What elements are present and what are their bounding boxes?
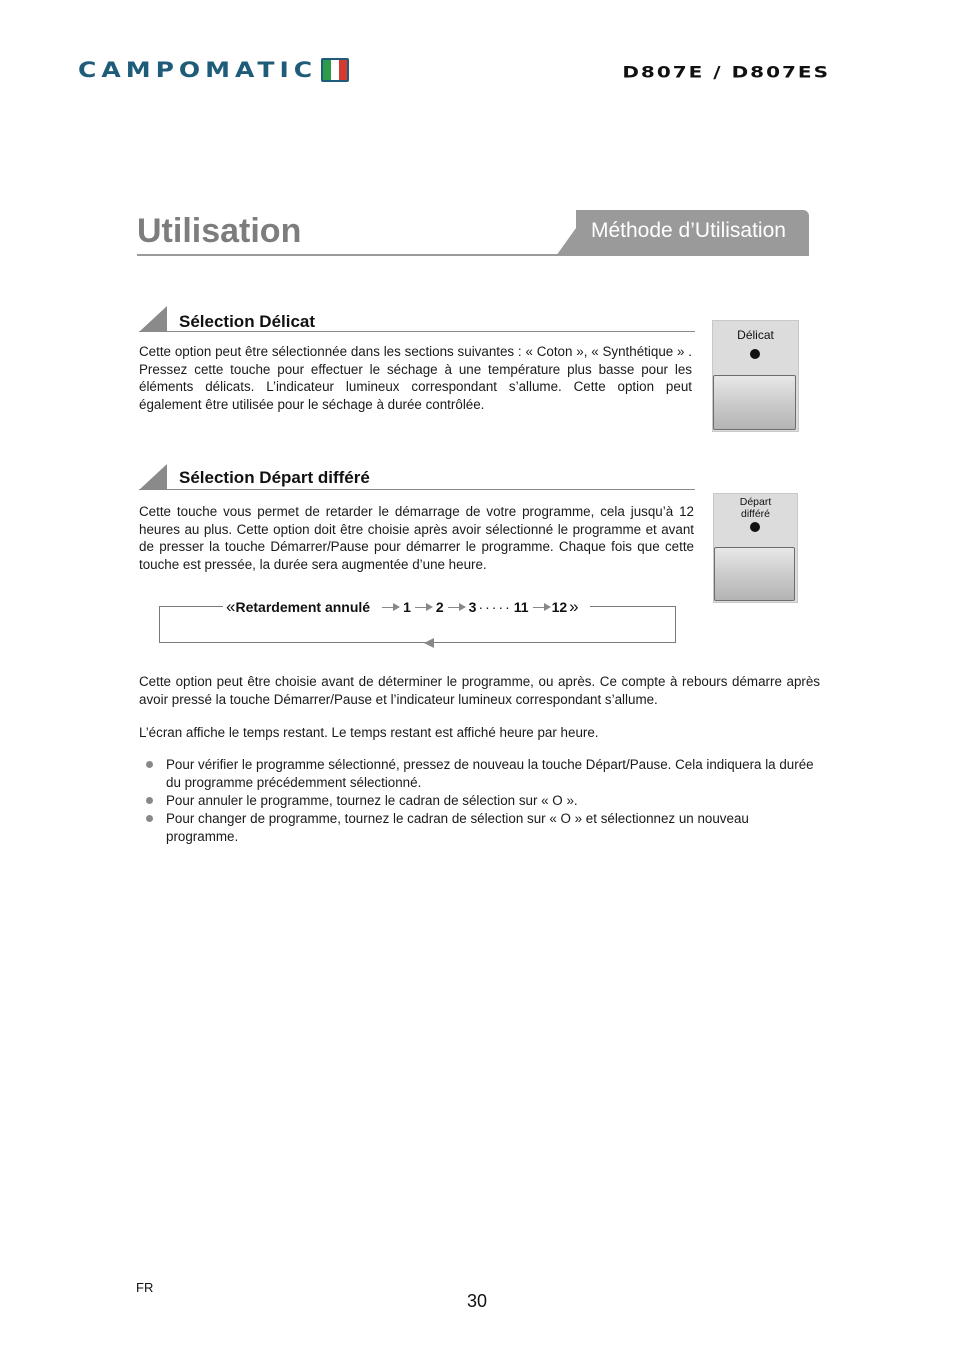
method-tab-label: Méthode d’Utilisation <box>591 219 786 242</box>
section-marker-icon <box>139 464 167 490</box>
delicat-button-panel <box>712 320 799 432</box>
notes-paragraph-2: L’écran affiche le temps restant. Le temps restant est affiché heure par heure. <box>139 725 599 740</box>
page-title: Utilisation <box>137 212 302 250</box>
depart-button[interactable] <box>714 547 795 601</box>
sequence-dots: ····· <box>478 599 512 615</box>
arrow-right-icon <box>415 607 427 608</box>
bullet-icon <box>146 761 153 768</box>
delicat-button[interactable] <box>713 375 796 430</box>
section-divider <box>139 331 695 332</box>
brand-name: CAMPOMATIC <box>78 57 318 82</box>
list-item-text: Pour vérifier le programme sélectionné, pressez de nouveau la touche Départ/Pause. Cela indiquera la durée du programme précédemment sélectionné. <box>166 757 814 790</box>
indicator-light-icon <box>750 349 760 359</box>
delicat-button-label: Délicat <box>737 328 774 342</box>
list-item <box>146 792 820 810</box>
arrow-right-icon <box>382 607 394 608</box>
list-item <box>146 756 820 792</box>
section-body-depart: Cette touche vous permet de retarder le démarrage de votre programme, cela jusqu’à 12 heures au plus. Cette option doit être choisie après avoir sélectionné le programme et avant de presser la touche Démarrer/Pause pour démarrer le programme. Chaque fois que cette touche est pressée, la durée sera augmentée d’une heure. <box>139 504 694 572</box>
sequence-line-right <box>590 606 675 607</box>
section-heading-delicat: Sélection Délicat <box>179 312 316 331</box>
depart-button-panel <box>713 493 798 603</box>
open-quote: « <box>226 597 236 616</box>
brand-logo <box>78 58 349 82</box>
indicator-light-icon <box>750 522 760 532</box>
language-code: FR <box>136 1280 154 1295</box>
list-item-text: Pour annuler le programme, tournez le cadran de sélection sur « O ». <box>166 793 578 808</box>
sequence-line-left <box>159 606 223 607</box>
sequence-step-12: 12 <box>551 599 568 615</box>
close-quote: » <box>569 597 579 616</box>
model-number: D807E / D807ES <box>622 62 830 82</box>
section-body-delicat: Cette option peut être sélectionnée dans les sections suivantes : « Coton », « Synthétique » . Pressez cette touche pour effectuer le séchage à une température plus basse pour les éléments délicats. L’indicateur lumineux correspondant s’allume. Cette option peut également être utilisée pour le séchage à durée contrôlée. <box>139 344 692 412</box>
section-marker-icon <box>139 306 167 332</box>
bullet-icon <box>146 797 153 804</box>
arrow-right-icon <box>533 607 545 608</box>
section-divider <box>139 489 695 490</box>
sequence-step-2: 2 <box>435 599 444 615</box>
sequence-step-1: 1 <box>403 599 411 615</box>
bullet-icon <box>146 815 153 822</box>
depart-button-label-2: différé <box>741 508 770 520</box>
section-heading-depart: Sélection Départ différé <box>179 468 370 487</box>
delay-sequence <box>226 597 579 617</box>
page-number: 30 <box>466 1291 488 1311</box>
list-item <box>146 810 820 846</box>
notes-bullet-list <box>146 756 820 846</box>
list-item-text: Pour changer de programme, tournez le cadran de sélection sur « O » et sélectionnez un nouveau programme. <box>166 811 749 844</box>
italian-flag-icon <box>321 58 349 82</box>
depart-button-label-1: Départ <box>739 496 772 508</box>
sequence-start: Retardement annulé <box>235 599 371 615</box>
notes-paragraph-1: Cette option peut être choisie avant de déterminer le programme, ou après. Ce compte à rebours démarre après avoir pressé la touche Démarrer/Pause et l’indicateur lumineux correspondant s’allume. <box>139 674 820 707</box>
sequence-step-11: 11 <box>513 599 529 615</box>
sequence-step-3: 3 <box>468 599 477 615</box>
arrow-right-icon <box>448 607 460 608</box>
return-arrow-icon <box>424 638 434 648</box>
